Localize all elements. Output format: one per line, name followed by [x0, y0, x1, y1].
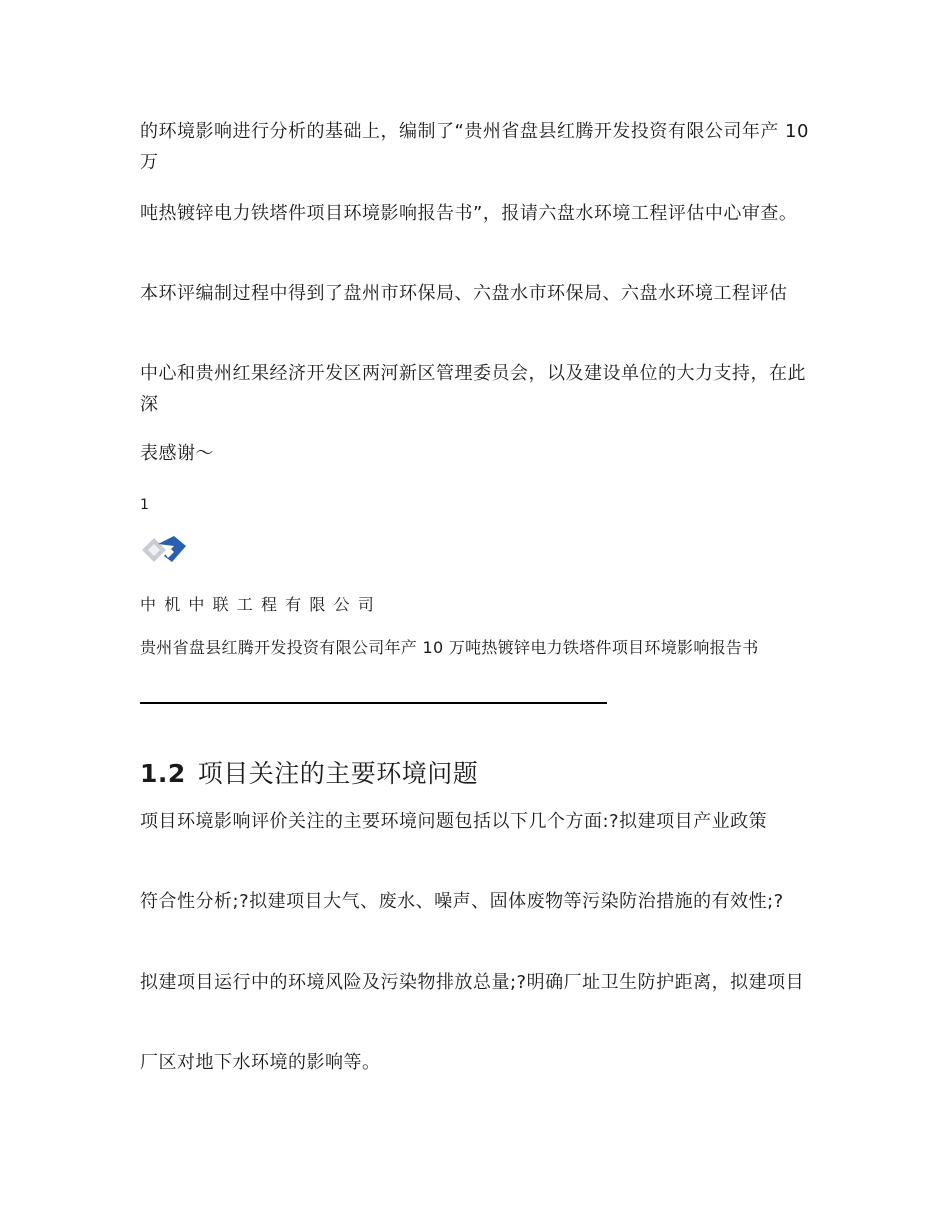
company-logo-icon: [140, 530, 190, 570]
intro-paragraph: 吨热镀锌电力铁塔件项目环境影响报告书”，报请六盘水环境工程评估中心审查。: [140, 203, 798, 224]
section-title: 项目关注的主要环境问题: [197, 759, 479, 788]
section-paragraph: 符合性分析;?拟建项目大气、废水、噪声、固体废物等污染防治措施的有效性;?: [140, 891, 784, 912]
report-title: 贵州省盘县红腾开发投资有限公司年产 10 万吨热镀锌电力铁塔件项目环境影响报告书: [140, 638, 759, 657]
company-name: 中机中联工程有限公司: [140, 595, 383, 614]
intro-paragraph: 的环境影响进行分析的基础上，编制了“贵州省盘县红腾开发投资有限公司年产 10 万: [140, 121, 809, 173]
intro-paragraph: 表感谢～: [140, 443, 214, 464]
section-number: 1.2: [140, 759, 186, 788]
section-paragraph: 拟建项目运行中的环境风险及污染物排放总量;?明确厂址卫生防护距离，拟建项目: [140, 972, 805, 993]
section-heading: [140, 754, 478, 790]
section-paragraph: 厂区对地下水环境的影响等。: [140, 1052, 381, 1073]
intro-paragraph: 本环评编制过程中得到了盘州市环保局、六盘水市环保局、六盘水环境工程评估: [140, 283, 788, 304]
header-divider: [140, 702, 607, 704]
section-paragraph: 项目环境影响评价关注的主要环境问题包括以下几个方面:?拟建项目产业政策: [140, 811, 768, 832]
intro-paragraph: 中心和贵州红果经济开发区两河新区管理委员会，以及建设单位的大力支持，在此深: [140, 363, 806, 415]
page-number: 1: [140, 497, 149, 513]
